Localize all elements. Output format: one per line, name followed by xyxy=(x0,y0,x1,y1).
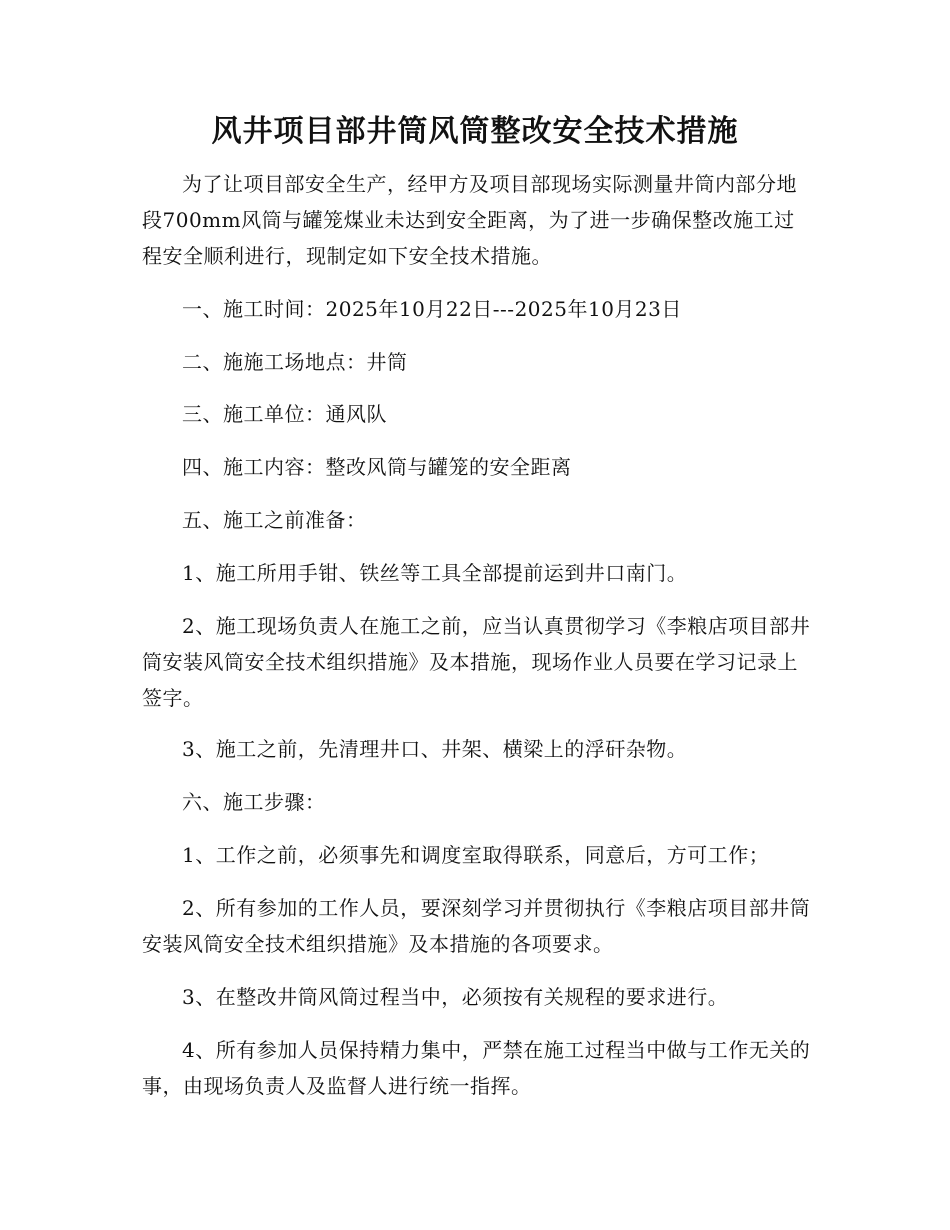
construction-unit: 三、施工单位：通风队 xyxy=(182,402,387,426)
construction-content: 四、施工内容：整改风筒与罐笼的安全距离 xyxy=(182,455,572,479)
section-steps-heading: 六、施工步骤： xyxy=(182,790,326,814)
document-title: 风井项目部井筒风筒整改安全技术措施 xyxy=(211,114,739,149)
step-item-2: 2、所有参加的工作人员，要深刻学习并贯彻执行《李粮店项目部井筒安装风筒安全技术组织措施》及本措施的各项要求。 xyxy=(142,896,811,956)
preparation-item-3: 3、施工之前，先清理井口、井架、横梁上的浮矸杂物。 xyxy=(182,737,688,761)
construction-site: 二、施施工场地点：井筒 xyxy=(182,350,408,374)
preparation-item-2: 2、施工现场负责人在施工之前，应当认真贯彻学习《李粮店项目部井筒安装风筒安全技术组织措施》及本措施，现场作业人员要在学习记录上签字。 xyxy=(142,614,811,710)
step-item-3: 3、在整改井筒风筒过程当中，必须按有关规程的要求进行。 xyxy=(182,985,729,1009)
preparation-item-1: 1、施工所用手钳、铁丝等工具全部提前运到井口南门。 xyxy=(182,561,688,585)
section-preparation-heading: 五、施工之前准备： xyxy=(182,508,367,532)
step-item-1: 1、工作之前，必须事先和调度室取得联系，同意后，方可工作； xyxy=(182,843,770,867)
step-item-4: 4、所有参加人员保持精力集中，严禁在施工过程当中做与工作无关的事，由现场负责人及监督人进行统一指挥。 xyxy=(142,1038,811,1098)
intro-paragraph: 为了让项目部安全生产，经甲方及项目部现场实际测量井筒内部分地段700mm风筒与罐笼煤业未达到安全距离，为了进一步确保整改施工过程安全顺利进行，现制定如下安全技术措施。 xyxy=(142,172,797,268)
construction-time: 一、施工时间：2025年10月22日---2025年10月23日 xyxy=(182,297,682,321)
